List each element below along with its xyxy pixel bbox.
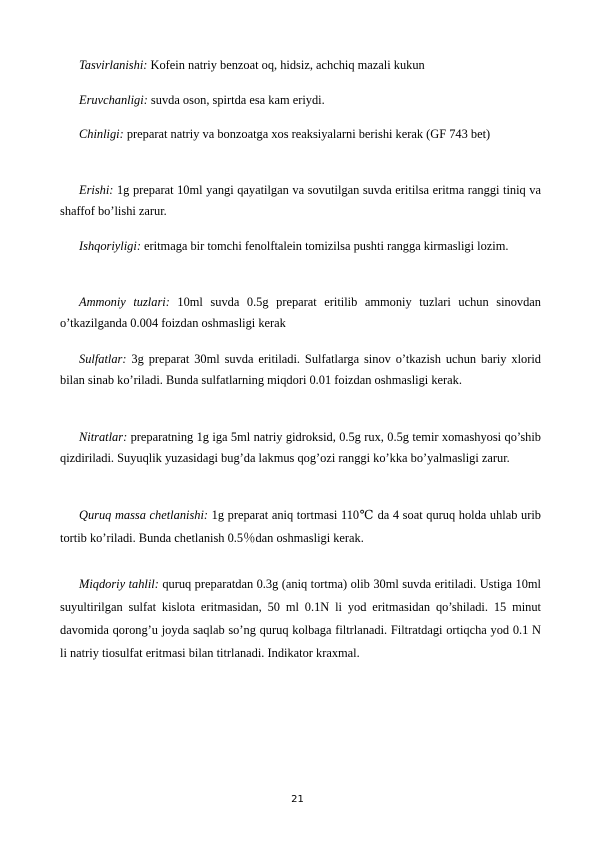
paragraph-alkalinity	[60, 236, 541, 257]
paragraph-text: 1g preparat aniq tortmasi 110℃ da 4 soat quruq holda uhlab urib tortib ko’riladi. Bunda chetlanish 0.5％dan oshmasligi kerak.	[60, 508, 541, 545]
paragraph-text: suvda oson, spirtda esa kam eriydi.	[147, 93, 325, 107]
paragraph-text: Kofein natriy benzoat oq, hidsiz, achchiq mazali kukun	[147, 58, 425, 72]
paragraph-label: Tasvirlanishi:	[79, 58, 148, 72]
paragraph-label: Quruq massa chetlanishi:	[79, 508, 209, 522]
paragraph-dry-mass-loss	[60, 504, 541, 550]
paragraph-label: Miqdoriy tahlil:	[79, 577, 159, 591]
paragraph-text: eritmaga bir tomchi fenolftalein tomizilsa pushti rangga kirmasligi lozim.	[140, 239, 509, 253]
paragraph-identity	[60, 124, 541, 145]
paragraph-dissolution	[60, 180, 541, 222]
page-number: 21	[291, 794, 304, 805]
paragraph-sulfates	[60, 349, 541, 391]
paragraph-label: Chinligi:	[79, 127, 124, 141]
paragraph-description	[60, 55, 541, 76]
paragraph-label: Erishi:	[79, 183, 114, 197]
paragraph-label: Sulfatlar:	[79, 352, 127, 366]
paragraph-text: 10ml suvda 0.5g preparat eritilib ammoniy tuzlari uchun sinovdan o’tkazilganda 0.004 foizdan oshmasligi kerak	[60, 295, 541, 330]
paragraph-nitrates	[60, 427, 541, 469]
paragraph-text: 1g preparat 10ml yangi qayatilgan va sovutilgan suvda eritilsa eritma ranggi tiniq va shaffof bo’lishi zarur.	[60, 183, 541, 218]
paragraph-label: Ammoniy tuzlari:	[79, 295, 170, 309]
paragraph-label: Ishqoriyligi:	[79, 239, 141, 253]
paragraph-text: preparat natriy va bonzoatga xos reaksiyalarni berishi kerak (GF 743 bet)	[123, 127, 491, 141]
paragraph-label: Nitratlar:	[79, 430, 128, 444]
paragraph-ammonium-salts	[60, 292, 541, 334]
paragraph-label: Eruvchanligi:	[79, 93, 148, 107]
paragraph-solubility	[60, 90, 541, 111]
paragraph-text: quruq preparatdan 0.3g (aniq tortma) olib 30ml suvda eritiladi. Ustiga 10ml suyultirilgan sulfat kislota eritmasidan, 50 ml 0.1N li yod eritmasidan qo’shiladi. 15 minut davomida qorong’u joyda saqlab so’ng quruq kolbaga filtrlanadi. Filtratdagi ortiqcha yod 0.1 N li natriy tiosulfat eritmasi bilan titrlanadi. Indikator kraxmal.	[60, 577, 541, 660]
paragraph-quantitative-analysis	[60, 573, 541, 665]
paragraph-text: 3g preparat 30ml suvda eritiladi. Sulfatlarga sinov o’tkazish uchun bariy xlorid bilan sinab ko’riladi. Bunda sulfatlarning miqdori 0.01 foizdan oshmasligi kerak.	[60, 352, 541, 387]
paragraph-text: preparatning 1g iga 5ml natriy gidroksid, 0.5g rux, 0.5g temir xomashyosi qo’shib qizdiriladi. Suyuqlik yuzasidagi bug’da lakmus qog’ozi ranggi ko’kka bo’yalmasligi zarur.	[60, 430, 541, 465]
